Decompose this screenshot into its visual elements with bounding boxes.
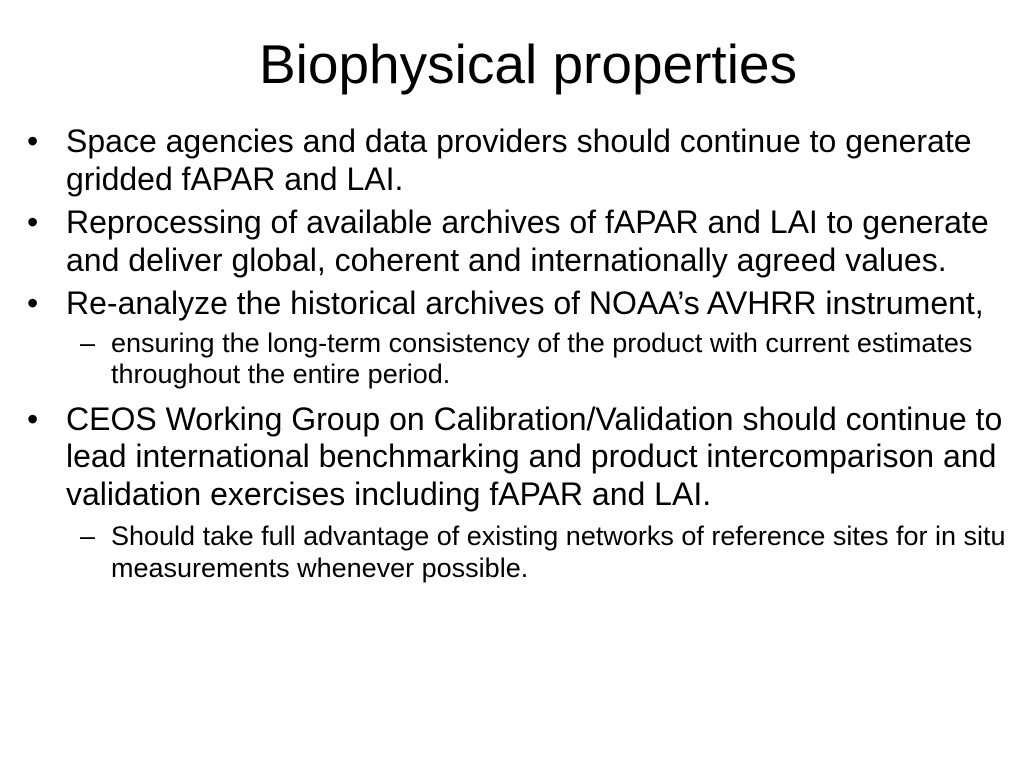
bullet-item	[24, 204, 1024, 279]
bullet-item	[24, 401, 1024, 514]
sub-bullet-item	[24, 328, 1024, 391]
bullet-text: Space agencies and data providers should continue to generate gridded fAPAR and LAI.	[66, 123, 972, 197]
bullet-text: Re-analyze the historical archives of NOAA’s AVHRR instrument,	[66, 285, 984, 321]
bullet-text: Reprocessing of available archives of fAPAR and LAI to generate and deliver global, coherent and internationally agreed values.	[66, 204, 989, 278]
bullet-marker: •	[27, 204, 39, 240]
sub-bullet-marker: –	[80, 521, 96, 551]
bullet-text: CEOS Working Group on Calibration/Validation should continue to lead international benchmarking and product intercomparison and validation exercises including fAPAR and LAI.	[66, 400, 1003, 512]
bullet-marker: •	[27, 400, 39, 437]
sub-bullet-marker: –	[80, 327, 96, 358]
bullet-marker: •	[27, 285, 39, 321]
slide-title: Biophysical properties	[258, 33, 798, 95]
bullet-item	[24, 123, 1024, 198]
bullet-item	[24, 285, 1024, 323]
sub-bullet-text: Should take full advantage of existing networks of reference sites for in situ measurements whenever possible.	[111, 521, 1006, 583]
bullet-marker: •	[27, 123, 39, 159]
sub-bullet-item	[24, 521, 1024, 584]
bullet-list	[24, 123, 1024, 590]
sub-bullet-text: ensuring the long-term consistency of the product with current estimates throughout the entire period.	[111, 327, 973, 389]
